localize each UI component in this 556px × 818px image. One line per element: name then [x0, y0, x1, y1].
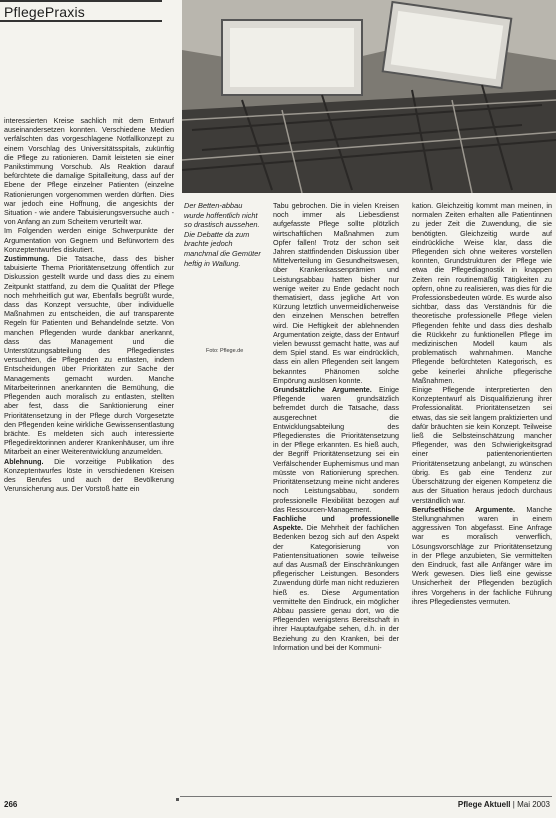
footer-marker [176, 798, 179, 801]
photo-caption: Der Betten-abbau wurde hoffentlich nicht so drastisch aussehen. Die Debatte da zum brachte jedoch manchmal die Gemüter heftig in Wallung. [184, 201, 261, 268]
subheading: Zustimmung. [4, 254, 50, 264]
issue-date: Mai 2003 [517, 800, 550, 809]
paragraph-text: Die Mehrheit der fachlichen Bedenken bezog sich auf den Aspekt der Kategorisierung von Patientensituationen sowie teilweise auf das Ausmaß der Einschränkungen pflegerischer Leistungen. Besonders Zuwendung dürfe man nicht reduzieren hieß es. Diese Argumentation vermittelte den Eindruck, ein möglicher Abbau passiere genau dort, wo die Pflegenden wenigstens Bereitschaft in ihrer Hauptaufgabe sehen, d.h. in der Beziehung zu den Kranken, bei der Information und bei der Kommuni- [273, 523, 399, 652]
paragraph-text: Einige Pflegende waren grundsätzlich befremdet durch die Tatsache, dass ausgerechnet die Entwicklungsabteilung des Pflegedienstes die Prioritätensetzung in der Pflege erkannten. Es hieß auch, der Begriff Prioritätensetzung sei ein Verfälschender Euphemismus und man müsste von Rationierung sprechen. Prioritätensetzung meine nicht anderes noch Leistungsabbau, sondern professionelle Flexibilität bezogen auf das Ressourcen-Management. [273, 385, 399, 514]
paragraph [4, 254, 174, 456]
subheading: Ablehnung. [4, 456, 44, 466]
paragraph [412, 201, 552, 385]
paragraph-text: Manche Stellungnahmen waren in einem aggressiven Ton abgefasst. Eine Anfrage war es moralisch verwerflich, Lösungsvorschläge zur Prioritätensetzung in der Pflege anzubieten, Sie vermittelten den Eindruck, fast alle Anfänger wäre im Werk gewesen. Dies ließ eine gewisse Unsicherheit der Pflegenden bezüglich ihres Vorgehens in der fachliche Führung ihres Pflegedienstes vermuten. [412, 504, 552, 606]
photo-credit: Foto: Pflege.de [206, 348, 244, 354]
footer-rule [180, 796, 552, 797]
paragraph-text: Die vorzeitige Publikation des Konzeptentwurfes löste in verschiedenen Kreisen des Berufes und auch der Bevölkerung Verunsicherung aus. Der Vorstoß hatte ein [4, 456, 174, 494]
paragraph [273, 514, 399, 652]
text-column-1 [4, 116, 174, 796]
header-rule [118, 0, 162, 22]
paragraph-text: Tabu gebrochen. Die in vielen Kreisen noch immer als Liebesdienst aufgefasste Pflege sollte plötzlich wirtschaftlichen Maßnahmen zum Opfer fallen! Trotz der schon seit Jahren stattfindenden Diskussion über Mittelverteilung im Gesundheitswesen, über Krankenkassenprämien und Leistungsabbau hatten bisher nur wenige weiter zu Ende gedacht noch thematisiert, dass jegliche Art von Kürzung letztlich unvermeidlicherweise den einzelnen Menschen betreffen wird. Die Heftigkeit der ablehnenden Argumentation zeigte, dass der Entwurf vielen bewusst gemacht hatte, was auf dem Spiel stand. Es war eindrücklich, dass ein allen Pflegenden seit langem bekanntes Phänomen solche Empörung auslösen konnte. [273, 201, 399, 385]
hospital-beds-illustration [182, 0, 556, 193]
paragraph [273, 201, 399, 385]
separator: | [512, 800, 518, 809]
paragraph [4, 457, 174, 494]
paragraph [4, 226, 174, 254]
subheading: Fachliche und professionelle Aspekte. [273, 513, 399, 533]
footer-publication [458, 800, 550, 809]
paragraph-text: kation. Gleichzeitig kommt man meinen, in normalen Zeiten erhalten alle Patientinnen zu jeder Zeit die Zuwendung, die sie benötigten. Gleichzeitig wurde auf eindrückliche Weise klar, dass die Pflegenden sich ohne weiteres vorstellen konnten, Grundstrukturen der Pflege wie etwa die Pflegediagnostik in knappen Zeiten rein routinemäßig Tätigkeiten zu opfern, ohne zu realisieren, was dies für die Professionsbedeuten würde. Es wurde also sichtbar, dass das Verständnis für die theoretische professionelle Pflege vielen Pflegenden fehlte und dass dies deshalb die Rückkehr zu funktionellen Pflege im medizinischen Modell kaum als problematisch wahrnahmen. Manche Pflegende befürchteten Kategorisch, es gebe keinerlei ähnliche pflegerische Maßnahmen. [412, 201, 552, 385]
article-photo [182, 0, 556, 193]
subheading: Grundsätzliche Argumente. [273, 385, 372, 395]
paragraph-text: Die Tatsache, dass des bisher tabuisierte Thema Prioritätensetzung öffentlich zur Diskussion gestellt wurde und dass dies zu einem Zeitpunkt stattfand, zu dem die Qualität der Pflege noch mehrheitlich gut war, Ebenfalls begrüßt wurde, dass das Konzept versuchte, über individuelle Maßnahmen zu entscheiden, die auf transparente Regeln für Patienten und Behandelnde setzte. Von manchen Pflegenden wurde dankbar anerkannt, dass das Management und die Unterstützungsabteilung des Pflegedienstes versuchten, die Pflegenden zu entlasten, indem Entscheidungen über Prioritäten zur Sache der Managements gemacht wurden. Manche Mitarbeiterinnen anerkannten die Bemühung, die Pflegenden auch moralisch zu entlasten, stellten aber fest, dass die Sanktionierung einer Prioritätensetzung in der Pflege durch Vorgesetzte den Pflegenden keine wirkliche Gewissensentlastung brächte. Es meldeten sich auch interessierte Pflegedirektorinnen anderer Krankenhäuser, um ihre Mitarbeit an einer Weiterentwicklung anzumelden. [4, 254, 174, 457]
magazine-name: Pflege Aktuell [457, 800, 511, 809]
paragraph [412, 385, 552, 505]
paragraph-text: Im Folgenden werden einige Schwerpunkte der Argumentation von Gegnern und Befürwortern des Konzeptentwurfes diskutiert. [4, 226, 174, 254]
paragraph [273, 385, 399, 514]
paragraph [4, 116, 174, 226]
page-number: 266 [4, 800, 18, 809]
paragraph [412, 505, 552, 606]
paragraph-text: interessierten Kreise sachlich mit dem Entwurf auseinandersetzen konnten. Verschiedene Medien verfälschten das vorgeschlagene Notfallkonzept zu einem Vorschlag des Universitätsspitals, zukünftig die Pflege zu rationieren. Damit leisteten sie einer Panikstimmung Vorschub. Als Reaktion darauf befürchtete die damalige Spitalleitung, dass auf der Ebene der Pflege einzelner Patienten (einzelne Rationierungen vorgenommen werden dürften. Dies war jedoch eine Hoffnung, die angesichts der Situation - wie andere Tabuisierungsversuche auch - von Anfang an zum Scheitern verurteilt war. [4, 116, 174, 227]
text-column-3 [412, 201, 552, 796]
paragraph-text: Einige Pflegende interpretierten den Konzeptentwurf als Disqualifizierung ihrer Professionalität. Prioritätensetzen sei etwas, das sie seit langem praktizierten und dafür bräuchten sie kein Konzept. Teilweise ließ die Selbsteinschätzung mancher Pflegender, was den Schwierigkeitsgrad einer patientenorientierten Prioritätensetzung anbelangt, zu wünschen übrig. Es gab eine Tendenz zur Überschätzung der eigenen Kompetenz die aus der Situation heraus jedoch durchaus verständlich war. [412, 385, 552, 505]
section-label: PflegePraxis [0, 0, 118, 22]
text-column-2 [273, 201, 399, 796]
subheading: Berufsethische Argumente. [412, 504, 516, 514]
